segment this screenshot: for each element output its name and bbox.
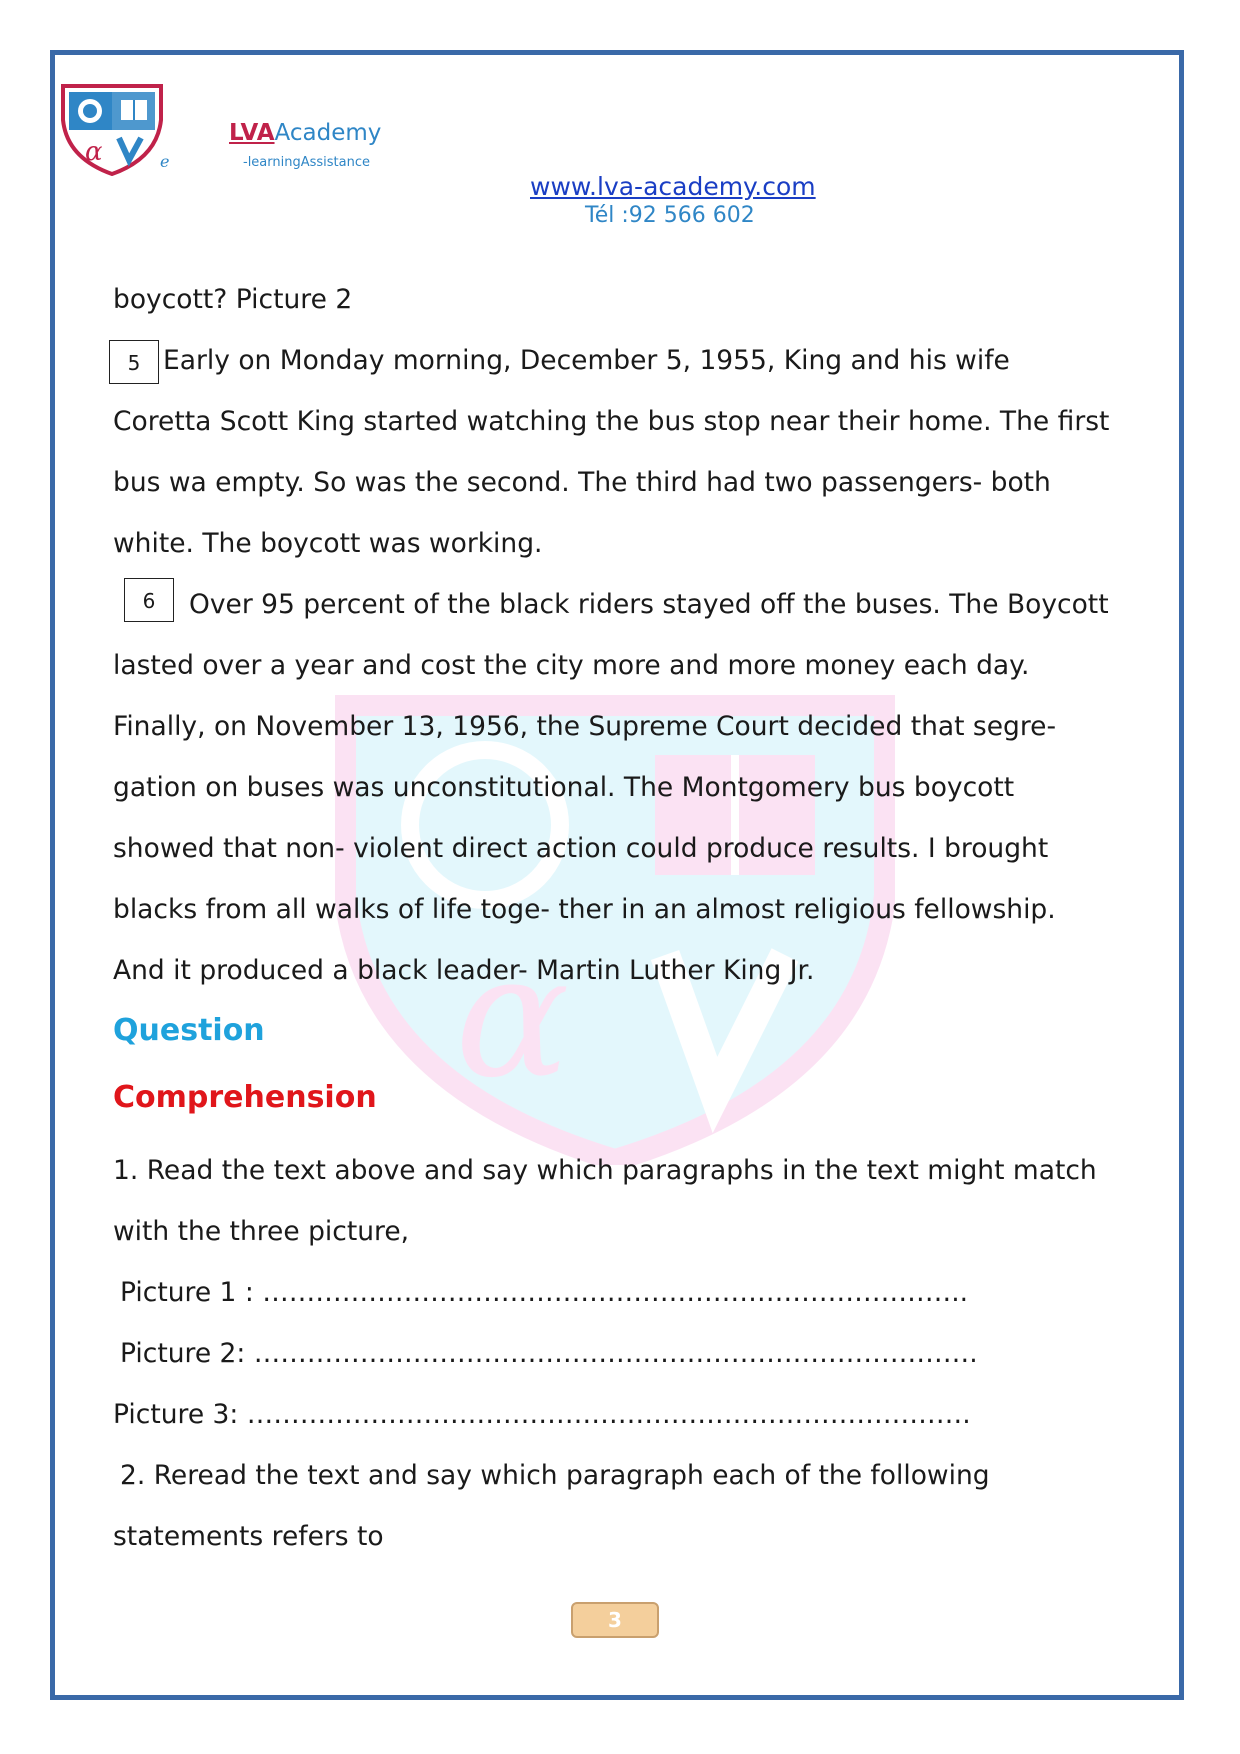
text-line: white. The boycott was working. bbox=[113, 528, 543, 559]
picture-1-answer: Picture 1 : …………………………………………………………………….. bbox=[120, 1277, 969, 1308]
phone-number: Tél :92 566 602 bbox=[585, 203, 755, 228]
brand-lva: LVA bbox=[229, 120, 275, 146]
question-2-text: 2. Reread the text and say which paragraph each of the following bbox=[120, 1460, 990, 1491]
text-line: Early on Monday morning, December 5, 1955, King and his wife bbox=[163, 345, 1010, 376]
svg-text:α: α bbox=[85, 137, 103, 167]
paragraph-number-5: 5 bbox=[109, 340, 159, 384]
svg-text:α: α bbox=[455, 918, 570, 1116]
lva-logo-icon bbox=[57, 80, 170, 176]
brand-e-mark: e bbox=[160, 152, 170, 171]
picture-2-answer: Picture 2: ………………………………………………………………………. bbox=[120, 1338, 978, 1369]
website-link[interactable]: www.lva-academy.com bbox=[530, 172, 816, 201]
text-line: Finally, on November 13, 1956, the Supreme Court decided that segre- bbox=[113, 711, 1057, 742]
brand-academy: Academy bbox=[274, 120, 382, 146]
paragraph-number-6: 6 bbox=[124, 578, 174, 622]
text-line: showed that non- violent direct action could produce results. I brought bbox=[113, 833, 1049, 864]
text-line: Over 95 percent of the black riders stayed off the buses. The Boycott bbox=[189, 589, 1109, 620]
brand-subtitle: -learningAssistance bbox=[243, 155, 370, 170]
brand-name bbox=[229, 120, 381, 146]
question-2-text: statements refers to bbox=[113, 1521, 384, 1552]
question-1-text: with the three picture, bbox=[113, 1216, 410, 1247]
picture-3-answer: Picture 3: ………………………………………………………………………. bbox=[113, 1399, 971, 1430]
page-number: 3 bbox=[571, 1602, 659, 1638]
text-line: bus wa empty. So was the second. The third had two passengers- both bbox=[113, 467, 1051, 498]
question-heading: Question bbox=[113, 1013, 265, 1048]
comprehension-heading: Comprehension bbox=[113, 1080, 377, 1115]
watermark-logo-icon bbox=[335, 695, 895, 1165]
text-line: blacks from all walks of life toge- ther in an almost religious fellowship. bbox=[113, 894, 1056, 925]
text-line: Coretta Scott King started watching the bus stop near their home. The first bbox=[113, 406, 1110, 437]
text-line: lasted over a year and cost the city more and more money each day. bbox=[113, 650, 1030, 681]
text-line: gation on buses was unconstitutional. The Montgomery bus boycott bbox=[113, 772, 1015, 803]
text-line: boycott? Picture 2 bbox=[113, 284, 353, 315]
question-1-text: 1. Read the text above and say which paragraphs in the text might match bbox=[113, 1155, 1097, 1186]
text-line: And it produced a black leader- Martin Luther King Jr. bbox=[113, 955, 815, 986]
